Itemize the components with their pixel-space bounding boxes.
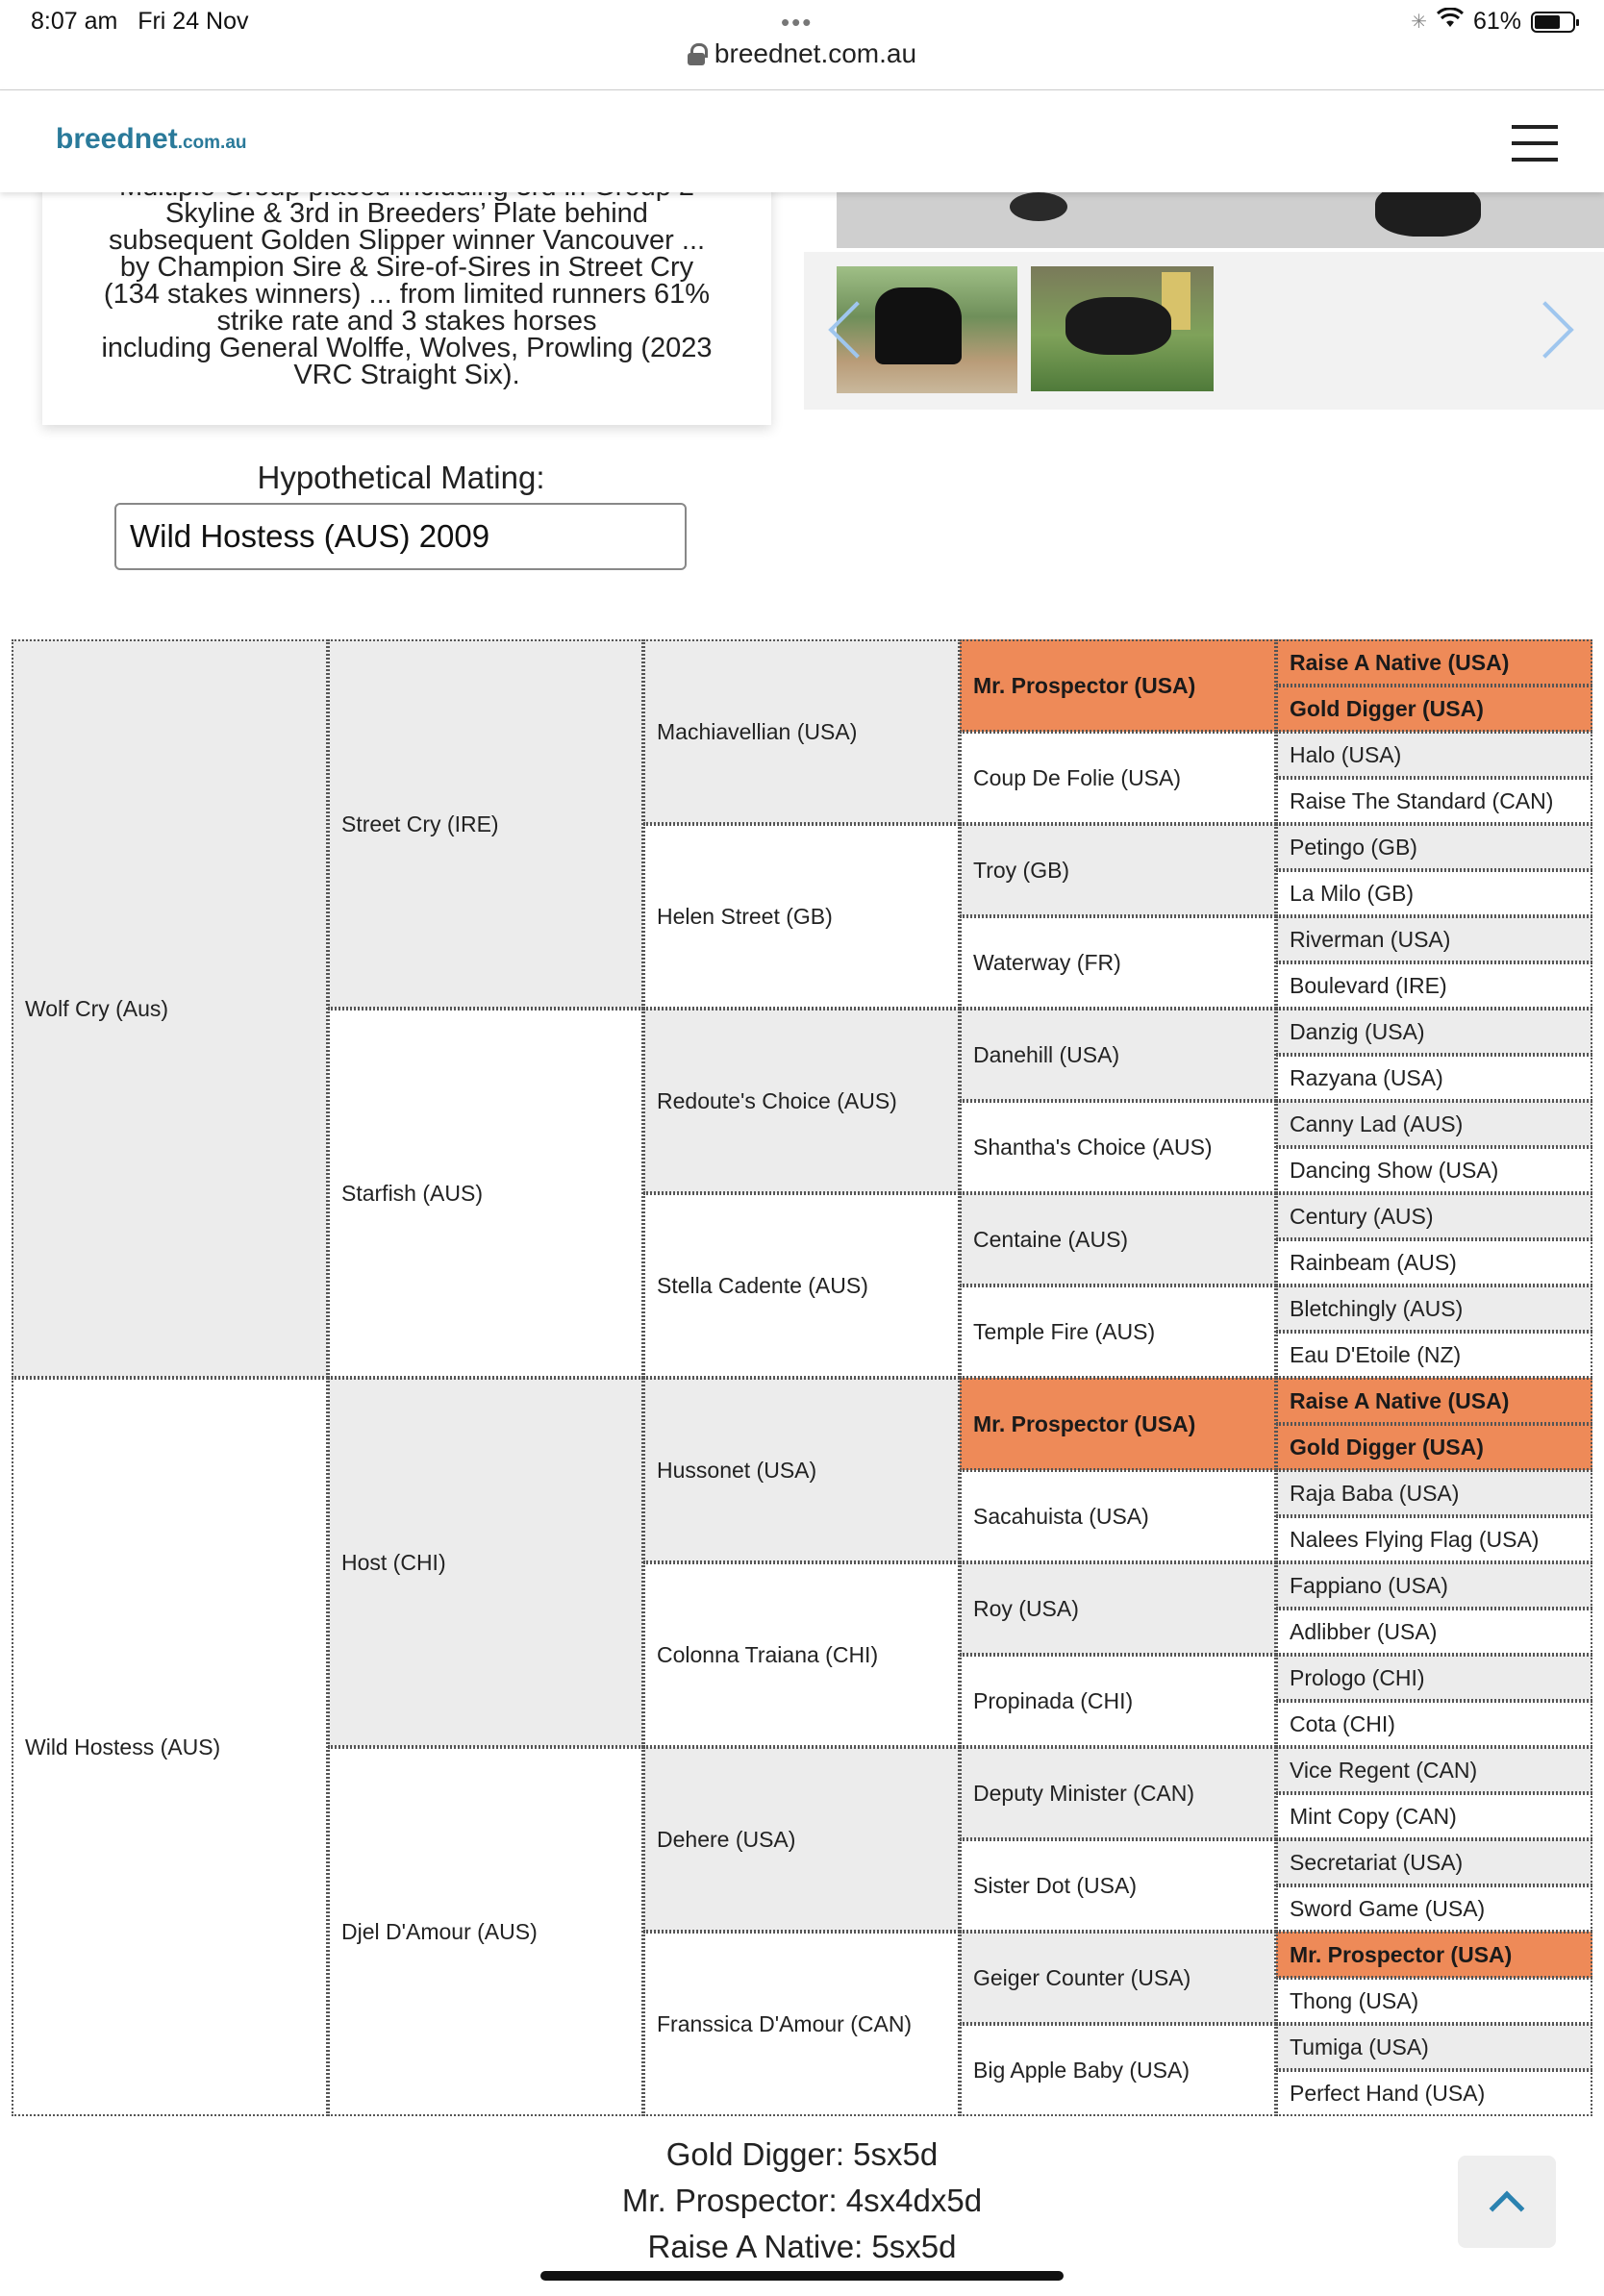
pedigree-cell-gen2[interactable]: Street Cry (IRE) xyxy=(328,639,643,1009)
pedigree-cell-gen5[interactable]: La Milo (GB) xyxy=(1276,870,1592,916)
pedigree-cell-gen5[interactable]: Gold Digger (USA) xyxy=(1276,1424,1592,1470)
pedigree-cell-gen4[interactable]: Geiger Counter (USA) xyxy=(960,1932,1276,2024)
pedigree-cell-gen3[interactable]: Hussonet (USA) xyxy=(643,1378,960,1562)
stallion-description: Skyline & 3rd in Breeders’ Plate behind subsequent Golden Slipper winner Vancouver ... by Champion Sire & Sire-of-Sires in Street Cry (134 stakes winners) ... from limited runners 61% strike rate and 3 stakes horses including General Wolffe, Wolves, Prowling (2023 VRC Straight Six). xyxy=(101,198,713,390)
pedigree-cell-gen5[interactable]: Prologo (CHI) xyxy=(1276,1655,1592,1701)
pedigree-cell-gen5[interactable]: Raise A Native (USA) xyxy=(1276,639,1592,686)
pedigree-cell-gen3[interactable]: Stella Cadente (AUS) xyxy=(643,1193,960,1378)
pedigree-cell-gen5[interactable]: Century (AUS) xyxy=(1276,1193,1592,1239)
pedigree-cell-gen5[interactable]: Raise A Native (USA) xyxy=(1276,1378,1592,1424)
battery-icon xyxy=(1531,12,1575,33)
pedigree-cell-gen5[interactable]: Canny Lad (AUS) xyxy=(1276,1101,1592,1147)
chevron-up-icon xyxy=(1490,2191,1525,2227)
pedigree-cell-gen4[interactable]: Roy (USA) xyxy=(960,1562,1276,1655)
pedigree-cell-gen5[interactable]: Tumiga (USA) xyxy=(1276,2024,1592,2070)
mating-mare-input[interactable] xyxy=(114,503,687,570)
hamburger-icon[interactable] xyxy=(1512,125,1558,162)
pedigree-cell-gen4[interactable]: Danehill (USA) xyxy=(960,1009,1276,1101)
hypothetical-mating-label: Hypothetical Mating: xyxy=(257,460,545,495)
site-header xyxy=(0,90,1604,192)
pedigree-cell-gen5[interactable]: Petingo (GB) xyxy=(1276,824,1592,870)
lock-icon xyxy=(688,43,705,64)
pedigree-cell-gen1[interactable]: Wolf Cry (Aus) xyxy=(12,639,328,1378)
stallion-description-card xyxy=(42,163,771,425)
pedigree-cell-gen4[interactable]: Sister Dot (USA) xyxy=(960,1839,1276,1932)
pedigree-cell-gen5[interactable]: Mint Copy (CAN) xyxy=(1276,1793,1592,1839)
pedigree-cell-gen4[interactable]: Mr. Prospector (USA) xyxy=(960,639,1276,732)
site-logo[interactable]: breednet.com.au xyxy=(56,123,247,155)
multitask-dots-icon[interactable]: ••• xyxy=(781,8,814,37)
thumbnail-race-photo[interactable] xyxy=(1031,266,1214,391)
back-to-top-button[interactable] xyxy=(1458,2156,1556,2248)
pedigree-cell-gen5[interactable]: Mr. Prospector (USA) xyxy=(1276,1932,1592,1978)
pedigree-cell-gen5[interactable]: Raja Baba (USA) xyxy=(1276,1470,1592,1516)
activity-spinner-icon: ✳ xyxy=(1411,12,1427,33)
pedigree-cell-gen5[interactable]: Gold Digger (USA) xyxy=(1276,686,1592,732)
pedigree-cell-gen5[interactable]: Razyana (USA) xyxy=(1276,1055,1592,1101)
pedigree-cell-gen4[interactable]: Waterway (FR) xyxy=(960,916,1276,1009)
pedigree-cell-gen5[interactable]: Boulevard (IRE) xyxy=(1276,962,1592,1009)
pedigree-cell-gen5[interactable]: Cota (CHI) xyxy=(1276,1701,1592,1747)
pedigree-cell-gen2[interactable]: Starfish (AUS) xyxy=(328,1009,643,1378)
url-text: breednet.com.au xyxy=(714,38,917,68)
pedigree-cell-gen3[interactable]: Redoute's Choice (AUS) xyxy=(643,1009,960,1193)
pedigree-cell-gen3[interactable]: Machiavellian (USA) xyxy=(643,639,960,824)
pedigree-cell-gen5[interactable]: Fappiano (USA) xyxy=(1276,1562,1592,1609)
pedigree-table xyxy=(12,639,1592,2116)
pedigree-cell-gen4[interactable]: Sacahuista (USA) xyxy=(960,1470,1276,1562)
pedigree-cell-gen5[interactable]: Adlibber (USA) xyxy=(1276,1609,1592,1655)
pedigree-cell-gen5[interactable]: Riverman (USA) xyxy=(1276,916,1592,962)
pedigree-cell-gen5[interactable]: Raise The Standard (CAN) xyxy=(1276,778,1592,824)
pedigree-cell-gen4[interactable]: Deputy Minister (CAN) xyxy=(960,1747,1276,1839)
inbreeding-line: Raise A Native: 5sx5d xyxy=(647,2229,957,2264)
pedigree-cell-gen4[interactable]: Centaine (AUS) xyxy=(960,1193,1276,1285)
pedigree-cell-gen5[interactable]: Danzig (USA) xyxy=(1276,1009,1592,1055)
pedigree-cell-gen5[interactable]: Dancing Show (USA) xyxy=(1276,1147,1592,1193)
pedigree-cell-gen1[interactable]: Wild Hostess (AUS) xyxy=(12,1378,328,2116)
address-bar[interactable] xyxy=(0,38,1604,88)
pedigree-cell-gen5[interactable]: Nalees Flying Flag (USA) xyxy=(1276,1516,1592,1562)
battery-percent: 61% xyxy=(1472,8,1521,35)
pedigree-cell-gen4[interactable]: Propinada (CHI) xyxy=(960,1655,1276,1747)
inbreeding-line: Gold Digger: 5sx5d xyxy=(665,2136,939,2172)
pedigree-cell-gen5[interactable]: Eau D'Etoile (NZ) xyxy=(1276,1332,1592,1378)
pedigree-cell-gen4[interactable]: Mr. Prospector (USA) xyxy=(960,1378,1276,1470)
pedigree-cell-gen3[interactable]: Dehere (USA) xyxy=(643,1747,960,1932)
inbreeding-line: Mr. Prospector: 4sx4dx5d xyxy=(621,2183,983,2218)
pedigree-cell-gen3[interactable]: Helen Street (GB) xyxy=(643,824,960,1009)
pedigree-cell-gen5[interactable]: Sword Game (USA) xyxy=(1276,1885,1592,1932)
pedigree-cell-gen5[interactable]: Secretariat (USA) xyxy=(1276,1839,1592,1885)
status-right xyxy=(1411,8,1575,36)
wifi-icon xyxy=(1437,8,1464,36)
pedigree-cell-gen4[interactable]: Coup De Folie (USA) xyxy=(960,732,1276,824)
pedigree-cell-gen5[interactable]: Thong (USA) xyxy=(1276,1978,1592,2024)
pedigree-cell-gen5[interactable]: Bletchingly (AUS) xyxy=(1276,1285,1592,1332)
pedigree-cell-gen5[interactable]: Perfect Hand (USA) xyxy=(1276,2070,1592,2116)
pedigree-cell-gen4[interactable]: Temple Fire (AUS) xyxy=(960,1285,1276,1378)
status-time: 8:07 am Fri 24 Nov xyxy=(31,8,249,35)
pedigree-cell-gen4[interactable]: Troy (GB) xyxy=(960,824,1276,916)
pedigree-cell-gen5[interactable]: Halo (USA) xyxy=(1276,732,1592,778)
pedigree-cell-gen5[interactable]: Vice Regent (CAN) xyxy=(1276,1747,1592,1793)
pedigree-cell-gen4[interactable]: Big Apple Baby (USA) xyxy=(960,2024,1276,2116)
pedigree-cell-gen5[interactable]: Rainbeam (AUS) xyxy=(1276,1239,1592,1285)
pedigree-cell-gen3[interactable]: Franssica D'Amour (CAN) xyxy=(643,1932,960,2116)
pedigree-cell-gen3[interactable]: Colonna Traiana (CHI) xyxy=(643,1562,960,1747)
pedigree-cell-gen2[interactable]: Djel D'Amour (AUS) xyxy=(328,1747,643,2116)
pedigree-cell-gen2[interactable]: Host (CHI) xyxy=(328,1378,643,1747)
pedigree-cell-gen4[interactable]: Shantha's Choice (AUS) xyxy=(960,1101,1276,1193)
home-indicator[interactable] xyxy=(540,2271,1064,2281)
